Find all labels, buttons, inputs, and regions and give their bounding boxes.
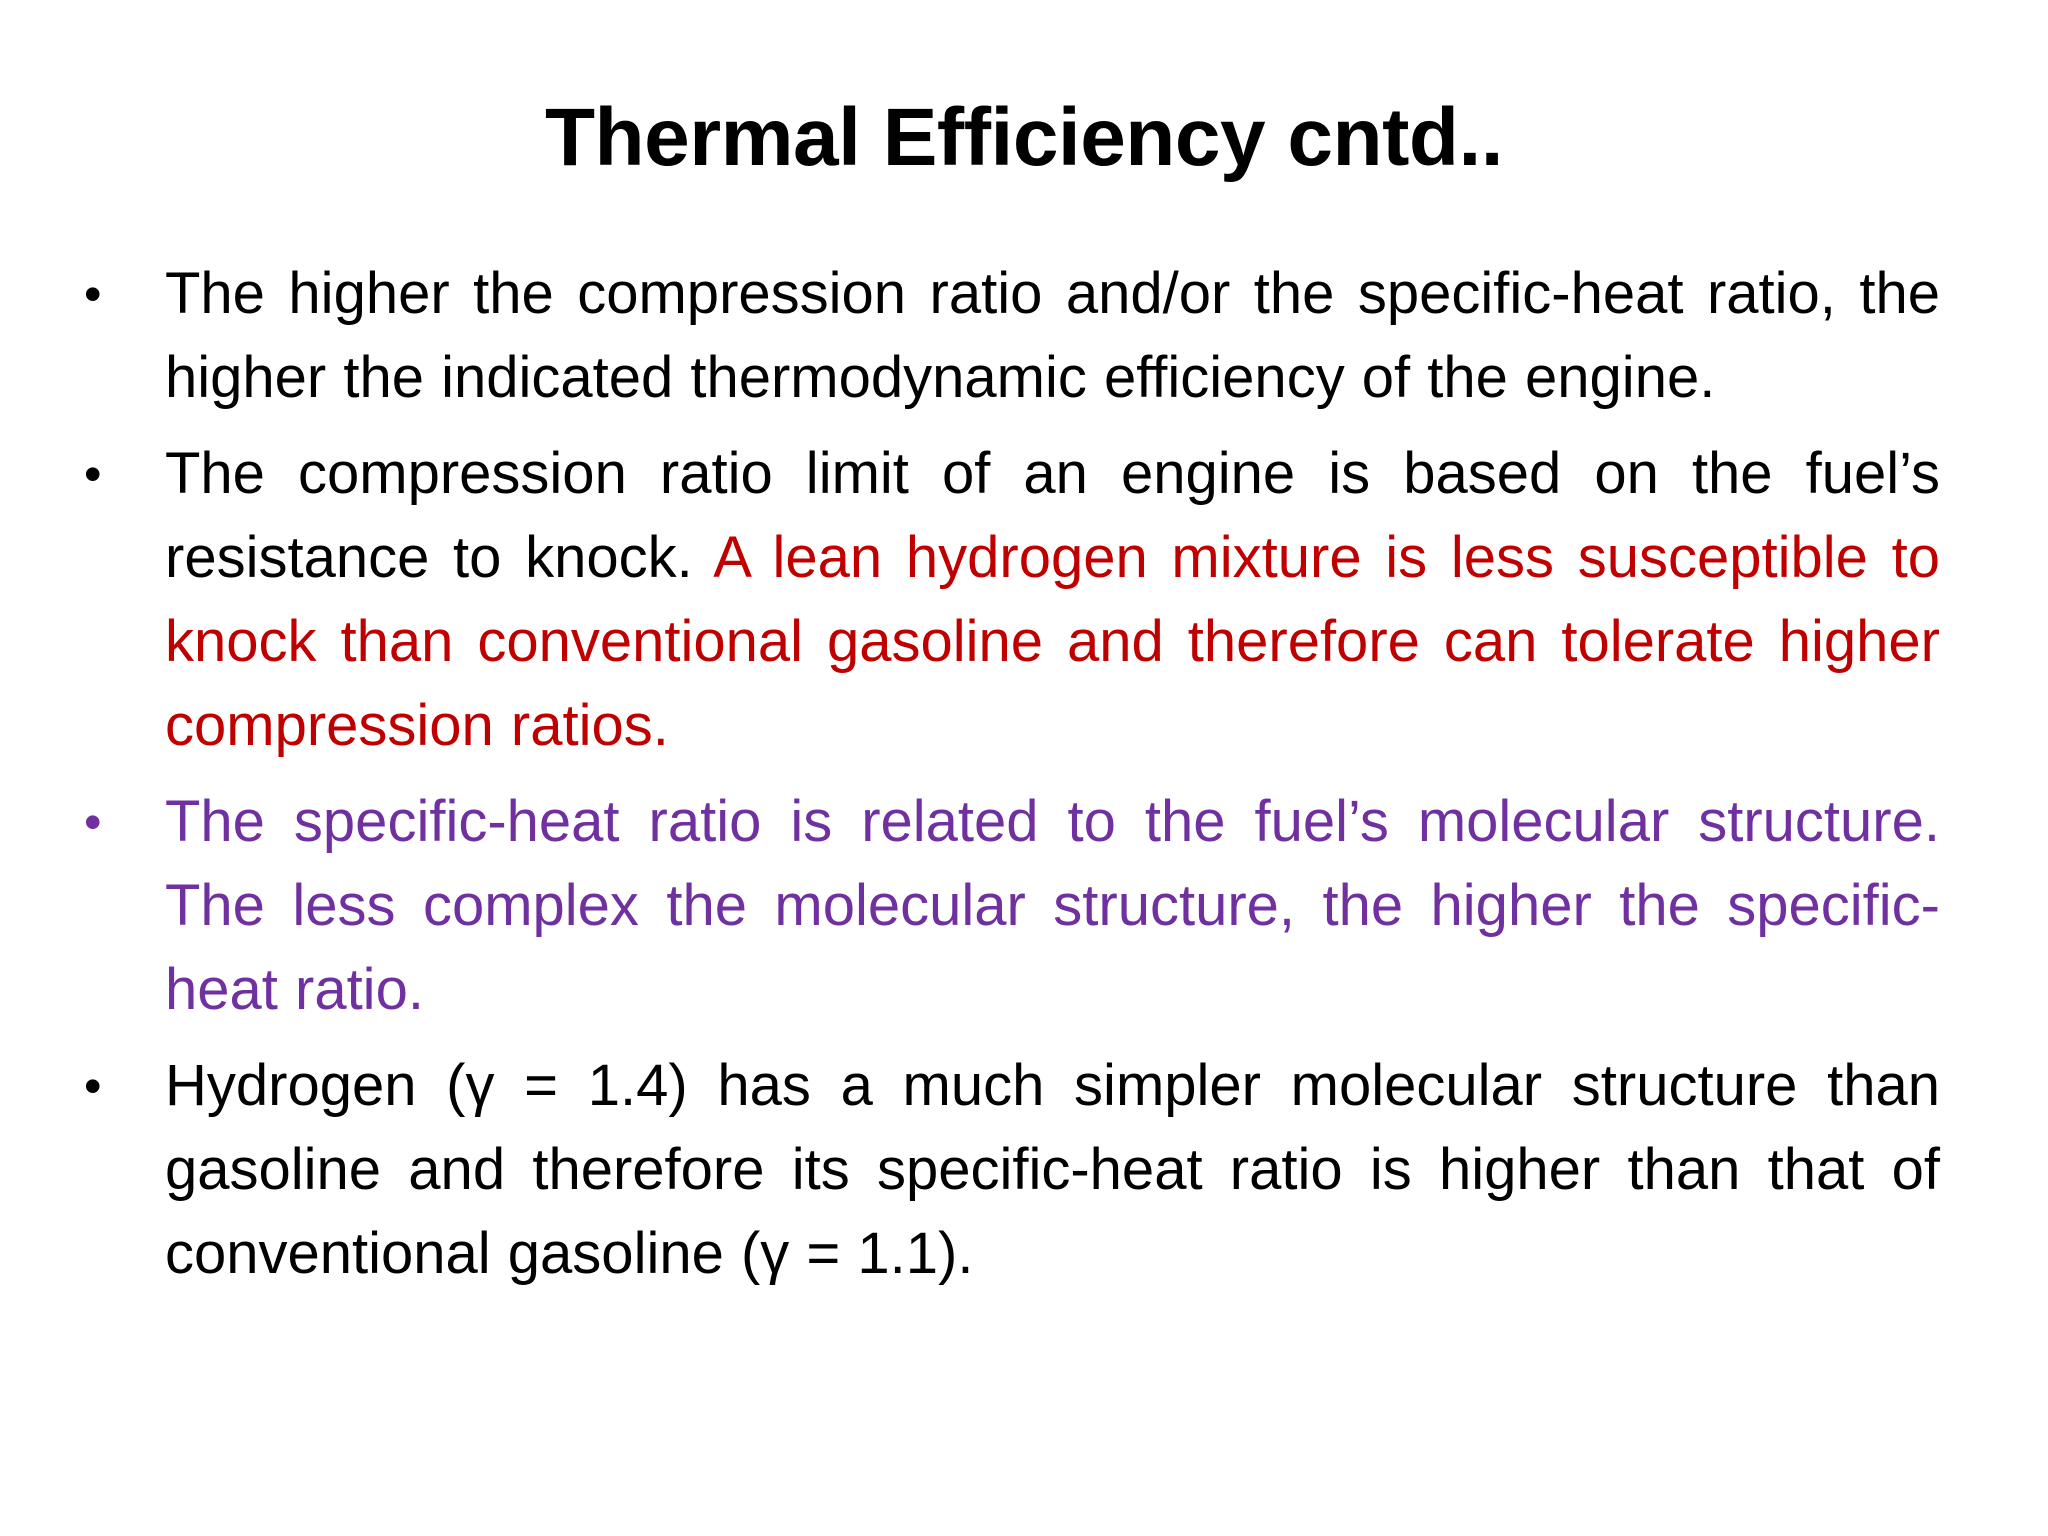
bullet-text-2-plain: The compression ratio limit of an engine is based on the fuel’s resistance to knock. [165,441,1940,590]
bullet-list [80,252,1940,1308]
bullet-icon: • [84,1058,102,1114]
bullet-icon: • [84,794,102,850]
bullet-icon: • [84,446,102,502]
bullet-text-1: The higher the compression ratio and/or the specific-heat ratio, the higher the indicated thermodynamic efficiency of the engine. [165,261,1940,410]
bullet-text-3: The specific-heat ratio is related to the fuel’s molecular structure. The less complex the molecular structure, the higher the specific-heat ratio. [165,789,1940,1022]
bullet-item-4 [80,1044,1940,1296]
bullet-item-2 [80,432,1940,768]
bullet-text-2-emphasis: A lean hydrogen mixture is less susceptible to knock than conventional gasoline and therefore can tolerate higher compression ratios. [165,525,1941,758]
bullet-item-3 [80,780,1940,1032]
bullet-item-1 [80,252,1940,420]
bullet-icon: • [84,266,102,322]
slide-title: Thermal Efficiency cntd.. [544,92,1504,183]
bullet-text-4: Hydrogen (γ = 1.4) has a much simpler molecular structure than gasoline and therefore its specific-heat ratio is higher than that of conventional gasoline (γ = 1.1). [165,1053,1940,1286]
